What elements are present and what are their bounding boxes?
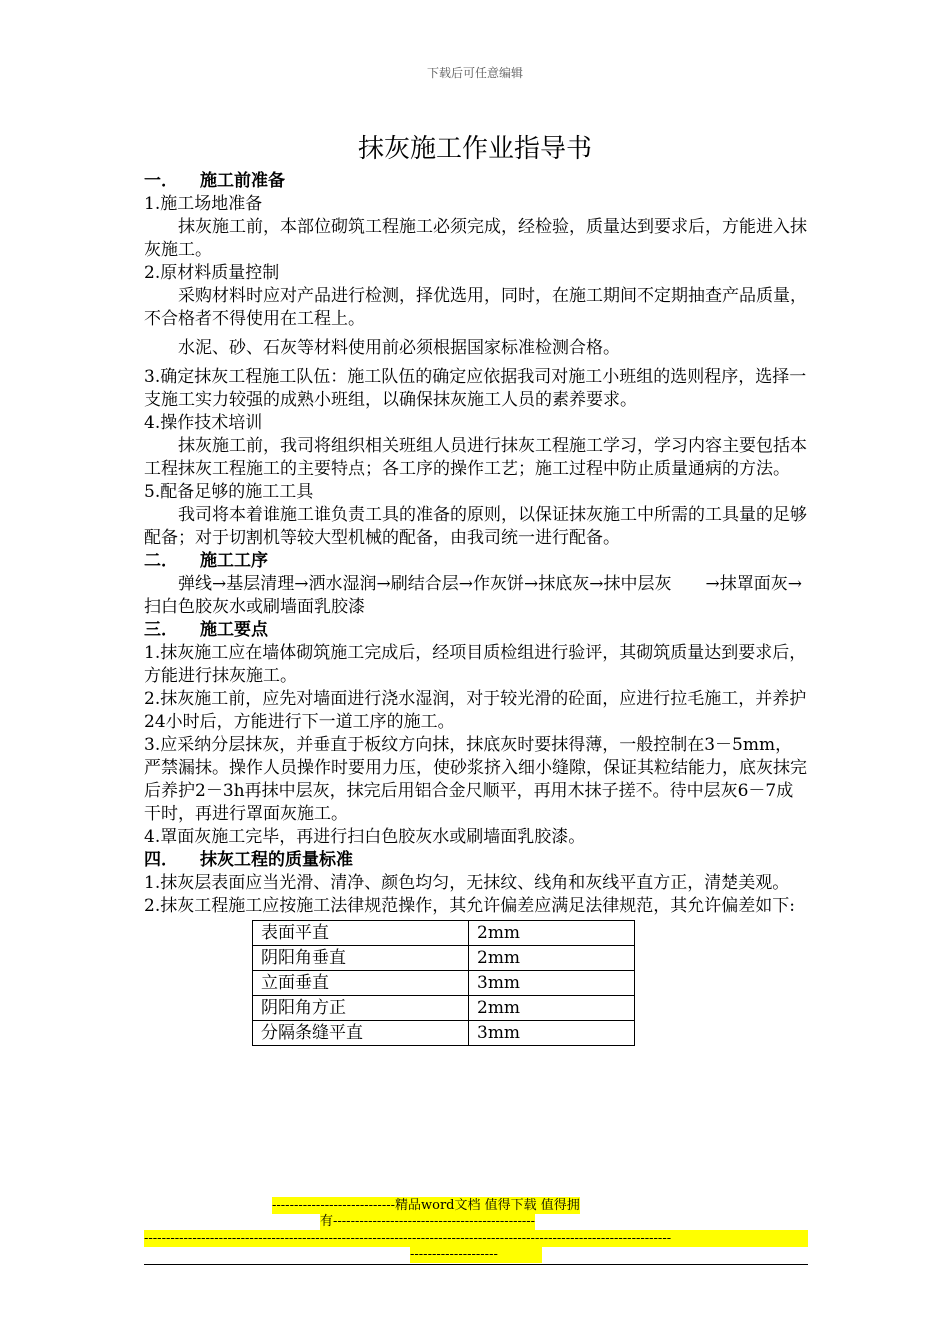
footer-rule (144, 1264, 808, 1265)
table-cell: 立面垂直 (253, 971, 469, 996)
section-heading (144, 170, 808, 193)
table-cell: 2mm (469, 946, 635, 971)
paragraph: 3.确定抹灰工程施工队伍：施工队伍的确定应依据我司对施工小班组的选则程序，选择一支施工实力较强的成熟小班组，以确保抹灰施工人员的素养要求。 (144, 367, 807, 410)
paragraph: 弹线→基层清理→洒水湿润→刷结合层→作灰饼→抹底灰→抹中层灰 →抹罩面灰→扫白色胶灰水或刷墙面乳胶漆 (144, 574, 802, 617)
section-heading (144, 849, 808, 872)
table-cell: 2mm (469, 996, 635, 1021)
table-cell: 阴阳角垂直 (253, 946, 469, 971)
section-number: 三． (144, 620, 178, 640)
paragraph: 2.抹灰施工前，应先对墙面进行浇水湿润，对于较光滑的砼面，应进行拉毛施工，并养护24小时后，方能进行下一道工序的施工。 (144, 689, 807, 732)
document-body (144, 170, 808, 1046)
paragraph: 我司将本着谁施工谁负责工具的准备的原则，以保证抹灰施工中所需的工具量的足够配备；对于切割机等较大型机械的配备，由我司统一进行配备。 (144, 505, 807, 548)
table-cell: 表面平直 (253, 921, 469, 946)
table-row (253, 921, 635, 946)
table-cell: 2mm (469, 921, 635, 946)
paragraph: 4.罩面灰施工完毕，再进行扫白色胶灰水或刷墙面乳胶漆。 (144, 827, 586, 847)
table-cell: 阴阳角方正 (253, 996, 469, 1021)
footer-dash-line: ------------------------------------------------------------------------------------------------------------------------ (144, 1230, 808, 1247)
footer-banner-line2: 有---------------------------------------------- (320, 1214, 536, 1229)
section-title: 抹灰工程的质量标准 (200, 850, 353, 870)
section-number: 一． (144, 171, 178, 191)
table-row (253, 1021, 635, 1046)
paragraph: 抹灰施工前，本部位砌筑工程施工必须完成，经检验，质量达到要求后，方能进入抹灰施工。 (144, 217, 807, 260)
paragraph: 抹灰施工前，我司将组织相关班组人员进行抹灰工程施工学习，学习内容主要包括本工程抹灰工程施工的主要特点；各工序的操作工艺；施工过程中防止质量通病的方法。 (144, 436, 807, 479)
paragraph: 1.抹灰施工应在墙体砌筑施工完成后，经项目质检组进行验评，其砌筑质量达到要求后，方能进行抹灰施工。 (144, 643, 807, 686)
paragraph: 2.抹灰工程施工应按施工法律规范操作，其允许偏差应满足法律规范，其允许偏差如下: (144, 896, 795, 916)
paragraph: 3.应采纳分层抹灰，并垂直于板纹方向抹，抹底灰时要抹得薄，一般控制在3－5mm，严禁漏抹。操作人员操作时要用力压，使砂浆挤入细小缝隙，保证其粒结能力，底灰抹完后养护2－3h再抹中层灰，抹完后用铝合金尺顺平，再用木抹子搓不。待中层灰6－7成干时，再进行罩面灰施工。 (144, 735, 807, 824)
section-title: 施工工序 (200, 551, 268, 571)
section-title: 施工要点 (200, 620, 268, 640)
paragraph: 1.抹灰层表面应当光滑、清净、颜色均匀，无抹纹、线角和灰线平直方正，清楚美观。 (144, 873, 790, 893)
paragraph: 采购材料时应对产品进行检测，择优选用，同时，在施工期间不定期抽查产品质量，不合格者不得使用在工程上。 (144, 286, 807, 329)
section-heading (144, 550, 808, 573)
tolerance-table (252, 920, 635, 1046)
table-cell: 3mm (469, 1021, 635, 1046)
section-number: 二． (144, 551, 178, 571)
item-title: 1.施工场地准备 (144, 194, 263, 214)
document-title: 抹灰施工作业指导书 (357, 134, 592, 164)
paragraph: 水泥、砂、石灰等材料使用前必须根据国家标准检测合格。 (178, 338, 620, 358)
item-title: 4.操作技术培训 (144, 413, 263, 433)
section-title: 施工前准备 (200, 171, 285, 191)
table-cell: 3mm (469, 971, 635, 996)
table-row (253, 971, 635, 996)
page-header: 下载后可任意编辑 (426, 66, 523, 80)
item-title: 2.原材料质量控制 (144, 263, 280, 283)
section-number: 四． (144, 850, 178, 870)
section-heading (144, 619, 808, 642)
table-row (253, 946, 635, 971)
table-row (253, 996, 635, 1021)
table-cell: 分隔条缝平直 (253, 1021, 469, 1046)
footer-dash-line: -------------------- (410, 1246, 542, 1263)
footer-banner-line1: ----------------------------精品word文档 值得下载 值得拥 (272, 1198, 580, 1213)
item-title: 5.配备足够的施工工具 (144, 482, 314, 502)
